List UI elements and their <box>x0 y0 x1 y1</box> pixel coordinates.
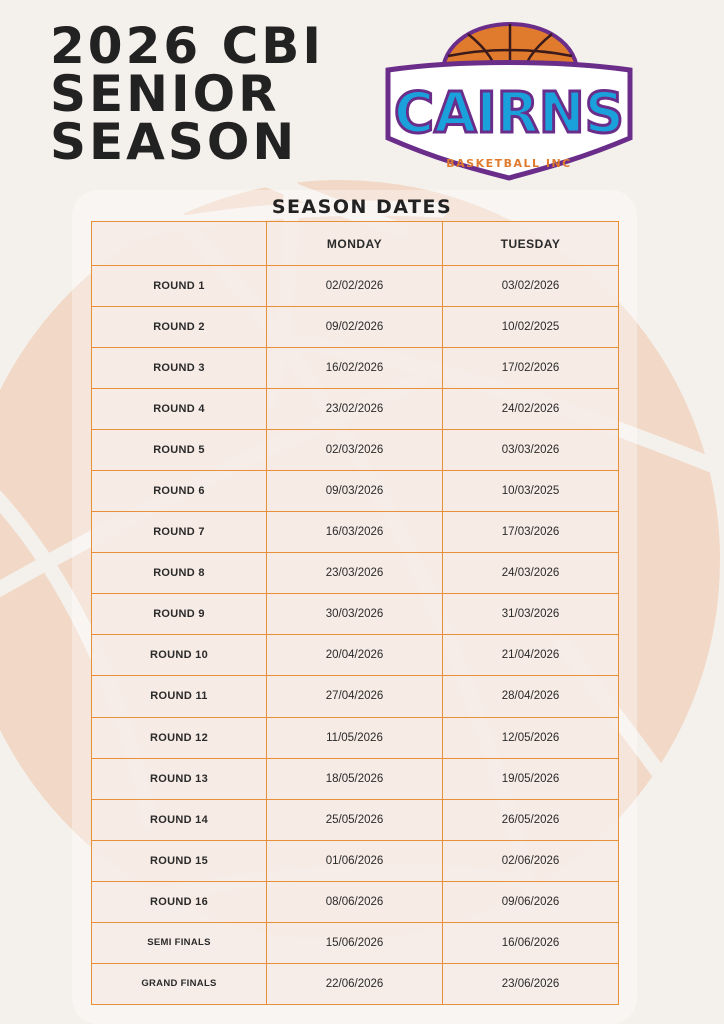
table-row <box>92 922 619 963</box>
table-row <box>92 266 619 307</box>
monday-date: 15/06/2026 <box>267 922 443 963</box>
tuesday-date: 02/06/2026 <box>443 840 619 881</box>
round-label: ROUND 3 <box>92 348 267 389</box>
tuesday-date: 21/04/2026 <box>443 635 619 676</box>
table-row <box>92 635 619 676</box>
round-label: ROUND 6 <box>92 471 267 512</box>
table-row <box>92 471 619 512</box>
header-tuesday: TUESDAY <box>443 222 619 266</box>
table-row <box>92 840 619 881</box>
tuesday-date: 17/03/2026 <box>443 512 619 553</box>
round-label: SEMI FINALS <box>92 922 267 963</box>
round-label: ROUND 11 <box>92 676 267 717</box>
monday-date: 27/04/2026 <box>267 676 443 717</box>
table-row <box>92 307 619 348</box>
round-label: ROUND 16 <box>92 881 267 922</box>
cairns-basketball-logo <box>378 20 640 182</box>
table-row <box>92 881 619 922</box>
monday-date: 23/02/2026 <box>267 389 443 430</box>
season-dates-table <box>91 221 619 1005</box>
logo-subtext: BASKETBALL INC <box>446 157 572 170</box>
monday-date: 22/06/2026 <box>267 963 443 1004</box>
monday-date: 01/06/2026 <box>267 840 443 881</box>
monday-date: 09/02/2026 <box>267 307 443 348</box>
title-line-2: SENIOR <box>50 65 280 123</box>
round-label: ROUND 14 <box>92 799 267 840</box>
table-row <box>92 389 619 430</box>
tuesday-date: 19/05/2026 <box>443 758 619 799</box>
round-label: ROUND 4 <box>92 389 267 430</box>
tuesday-date: 12/05/2026 <box>443 717 619 758</box>
season-dates-heading: SEASON DATES <box>271 196 453 218</box>
round-label: GRAND FINALS <box>92 963 267 1004</box>
tuesday-date: 24/03/2026 <box>443 553 619 594</box>
title-line-3: SEASON <box>50 113 298 171</box>
round-label: ROUND 9 <box>92 594 267 635</box>
table-row <box>92 963 619 1004</box>
tuesday-date: 10/03/2025 <box>443 471 619 512</box>
table-row <box>92 717 619 758</box>
table-row <box>92 512 619 553</box>
tuesday-date: 28/04/2026 <box>443 676 619 717</box>
monday-date: 25/05/2026 <box>267 799 443 840</box>
round-label: ROUND 15 <box>92 840 267 881</box>
monday-date: 09/03/2026 <box>267 471 443 512</box>
monday-date: 23/03/2026 <box>267 553 443 594</box>
table-row <box>92 553 619 594</box>
tuesday-date: 26/05/2026 <box>443 799 619 840</box>
monday-date: 02/03/2026 <box>267 430 443 471</box>
monday-date: 16/03/2026 <box>267 512 443 553</box>
tuesday-date: 03/02/2026 <box>443 266 619 307</box>
table-row <box>92 758 619 799</box>
table-row <box>92 430 619 471</box>
round-label: ROUND 1 <box>92 266 267 307</box>
round-label: ROUND 2 <box>92 307 267 348</box>
round-label: ROUND 10 <box>92 635 267 676</box>
table-row <box>92 799 619 840</box>
tuesday-date: 09/06/2026 <box>443 881 619 922</box>
tuesday-date: 10/02/2025 <box>443 307 619 348</box>
monday-date: 18/05/2026 <box>267 758 443 799</box>
monday-date: 20/04/2026 <box>267 635 443 676</box>
round-label: ROUND 13 <box>92 758 267 799</box>
table-header-row <box>92 222 619 266</box>
header-blank <box>92 222 267 266</box>
round-label: ROUND 7 <box>92 512 267 553</box>
monday-date: 30/03/2026 <box>267 594 443 635</box>
page-title <box>50 17 324 171</box>
round-label: ROUND 12 <box>92 717 267 758</box>
title-line-1: 2026 CBI <box>50 17 324 75</box>
table-row <box>92 594 619 635</box>
tuesday-date: 16/06/2026 <box>443 922 619 963</box>
logo-text: CAIRNS <box>394 81 624 146</box>
tuesday-date: 24/02/2026 <box>443 389 619 430</box>
tuesday-date: 03/03/2026 <box>443 430 619 471</box>
tuesday-date: 23/06/2026 <box>443 963 619 1004</box>
table-row <box>92 348 619 389</box>
monday-date: 08/06/2026 <box>267 881 443 922</box>
monday-date: 02/02/2026 <box>267 266 443 307</box>
tuesday-date: 17/02/2026 <box>443 348 619 389</box>
table-row <box>92 676 619 717</box>
tuesday-date: 31/03/2026 <box>443 594 619 635</box>
monday-date: 11/05/2026 <box>267 717 443 758</box>
round-label: ROUND 8 <box>92 553 267 594</box>
monday-date: 16/02/2026 <box>267 348 443 389</box>
round-label: ROUND 5 <box>92 430 267 471</box>
header-monday: MONDAY <box>267 222 443 266</box>
